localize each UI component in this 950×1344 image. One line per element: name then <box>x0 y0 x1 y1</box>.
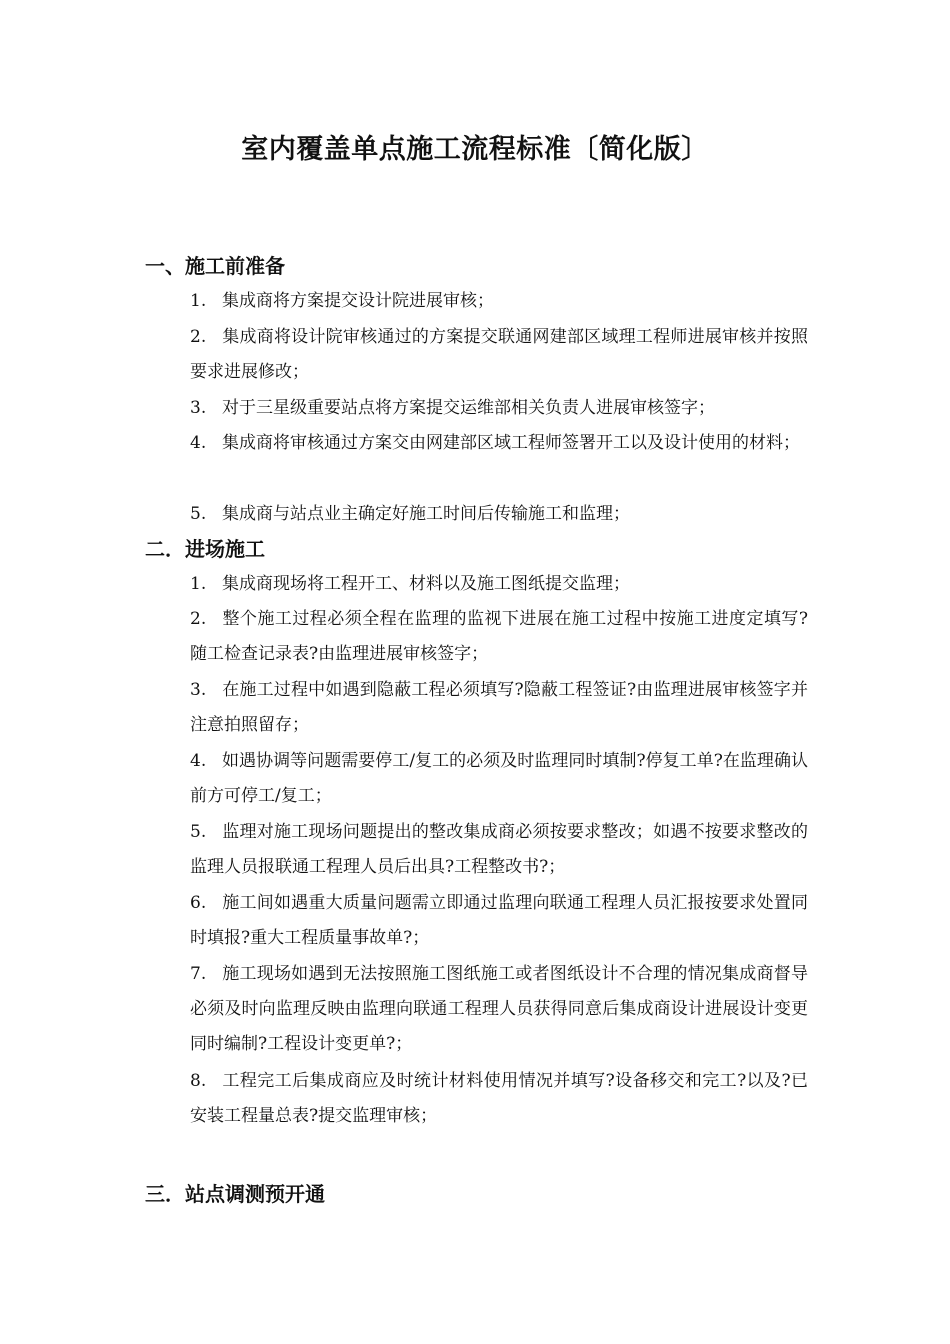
list-item <box>190 391 808 426</box>
list-item-number: 4. <box>190 751 207 771</box>
list-item-text: 整个施工过程必须全程在监理的监视下进展在施工过程中按施工进度定填写?随工检查记录表?由监理进展审核签字； <box>190 609 808 664</box>
list-item <box>190 744 808 814</box>
list-item-number: 1. <box>190 291 207 311</box>
list-item-text: 集成商将方案提交设计院进展审核； <box>222 291 494 311</box>
list-item-number: 2. <box>190 327 207 347</box>
list-item-number: 5. <box>190 504 207 524</box>
list-item-number: 1. <box>190 574 207 594</box>
list-item <box>190 886 808 956</box>
list-item <box>190 602 808 672</box>
section-heading-preparation: 一、施工前准备 <box>145 254 285 278</box>
list-item <box>190 567 808 602</box>
list-item-text: 集成商将设计院审核通过的方案提交联通网建部区域理工程师进展审核并按照要求进展修改； <box>190 327 808 382</box>
list-item-text: 对于三星级重要站点将方案提交运维部相关负责人进展审核签字； <box>222 398 715 418</box>
list-item-text: 工程完工后集成商应及时统计材料使用情况并填写?设备移交和完工?以及?已安装工程量总表?提交监理审核； <box>190 1071 808 1126</box>
list-item-text: 在施工过程中如遇到隐蔽工程必须填写?隐蔽工程签证?由监理进展审核签字并注意拍照留存； <box>190 680 808 735</box>
section-heading-construction: 二．进场施工 <box>145 537 265 561</box>
list-item <box>190 673 808 743</box>
list-item <box>190 957 808 1062</box>
list-item-number: 3. <box>190 398 207 418</box>
list-item-text: 如遇协调等问题需要停工/复工的必须及时监理同时填制?停复工单?在监理确认前方可停工/复工； <box>190 751 808 806</box>
list-item-number: 6. <box>190 893 207 913</box>
list-item-number: 4. <box>190 433 207 453</box>
list-item <box>190 320 808 390</box>
list-item <box>190 284 808 319</box>
list-item-text: 集成商与站点业主确定好施工时间后传输施工和监理； <box>222 504 630 524</box>
list-item-number: 8. <box>190 1071 207 1091</box>
list-item-text: 监理对施工现场问题提出的整改集成商必须按要求整改；如遇不按要求整改的监理人员报联通工程理人员后出具?工程整改书?； <box>190 822 808 877</box>
list-item <box>190 497 808 532</box>
document-title: 室内覆盖单点施工流程标准〔简化版〕 <box>241 134 709 165</box>
list-item <box>190 1064 808 1134</box>
section-heading-commissioning: 三．站点调测预开通 <box>145 1182 325 1206</box>
list-item-text: 施工现场如遇到无法按照施工图纸施工或者图纸设计不合理的情况集成商督导必须及时向监理反映由监理向联通工程理人员获得同意后集成商设计进展设计变更同时编制?工程设计变更单?； <box>190 964 808 1054</box>
list-item-number: 3. <box>190 680 207 700</box>
list-item-number: 7. <box>190 964 207 984</box>
list-item <box>190 815 808 885</box>
list-item-number: 5. <box>190 822 207 842</box>
list-item-text: 集成商将审核通过方案交由网建部区域工程师签署开工以及设计使用的材料； <box>222 433 800 453</box>
list-item <box>190 426 808 461</box>
list-item-text: 施工间如遇重大质量问题需立即通过监理向联通工程理人员汇报按要求处置同时填报?重大工程质量事故单?； <box>190 893 808 948</box>
list-item-number: 2. <box>190 609 207 629</box>
list-item-text: 集成商现场将工程开工、材料以及施工图纸提交监理； <box>222 574 630 594</box>
